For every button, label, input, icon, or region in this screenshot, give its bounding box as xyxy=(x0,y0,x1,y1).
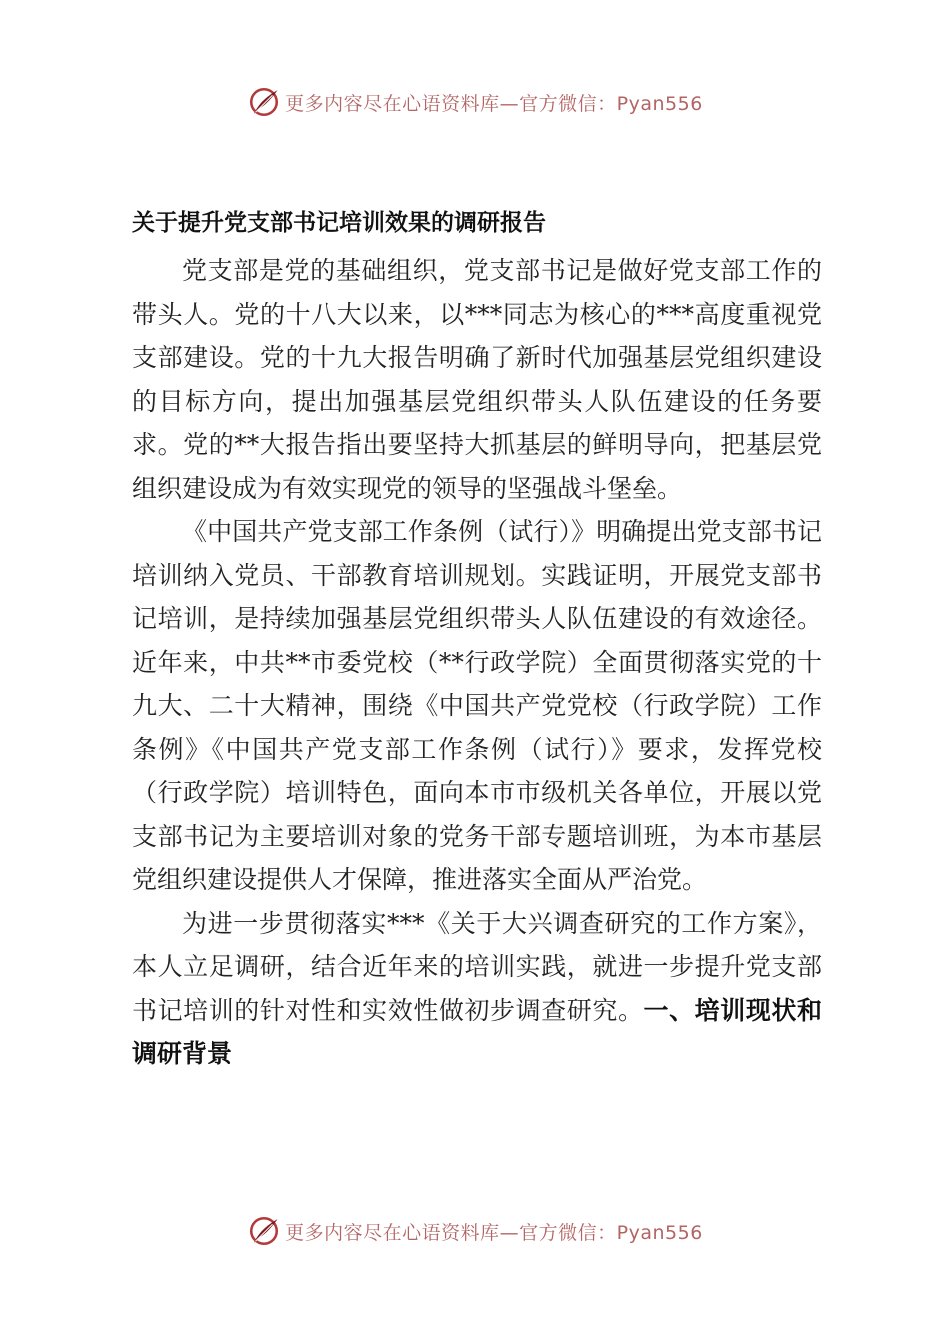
header-banner xyxy=(0,82,950,122)
banner-text: 更多内容尽在心语资料库—官方微信：Pyan556 xyxy=(285,1221,703,1244)
banner-text: 更多内容尽在心语资料库—官方微信：Pyan556 xyxy=(285,92,703,115)
paragraph-3-text: 为进一步贯彻落实***《关于大兴调查研究的工作方案》，本人立足调研，结合近年来的培训实践，就进一步提升党支部书记培训的针对性和实效性做初步调查研究。 xyxy=(132,908,822,1025)
paragraph-3 xyxy=(132,902,822,1076)
footer-banner xyxy=(0,1211,950,1251)
document-body xyxy=(132,249,822,1076)
quill-logo-icon xyxy=(247,1214,281,1248)
section-heading: 一、培训现状和调研背景 xyxy=(132,995,822,1068)
paragraph-1: 党支部是党的基础组织，党支部书记是做好党支部工作的带头人。党的十八大以来，以***同志为核心的***高度重视党支部建设。党的十九大报告明确了新时代加强基层党组织建设的目标方向，提出加强基层党组织带头人队伍建设的任务要求。党的**大报告指出要坚持大抓基层的鲜明导向，把基层党组织建设成为有效实现党的领导的坚强战斗堡垒。 xyxy=(132,256,822,503)
quill-logo-icon xyxy=(247,85,281,119)
paragraph-2: 《中国共产党支部工作条例（试行）》明确提出党支部书记培训纳入党员、干部教育培训规划。实践证明，开展党支部书记培训，是持续加强基层党组织带头人队伍建设的有效途径。近年来，中共**市委党校（**行政学院）全面贯彻落实党的十九大、二十大精神，围绕《中国共产党党校（行政学院）工作条例》《中国共产党支部工作条例（试行）》要求，发挥党校（行政学院）培训特色，面向本市市级机关各单位，开展以党支部书记为主要培训对象的党务干部专题培训班，为本市基层党组织建设提供人才保障，推进落实全面从严治党。 xyxy=(132,517,822,894)
document-title: 关于提升党支部书记培训效果的调研报告 xyxy=(132,210,546,236)
